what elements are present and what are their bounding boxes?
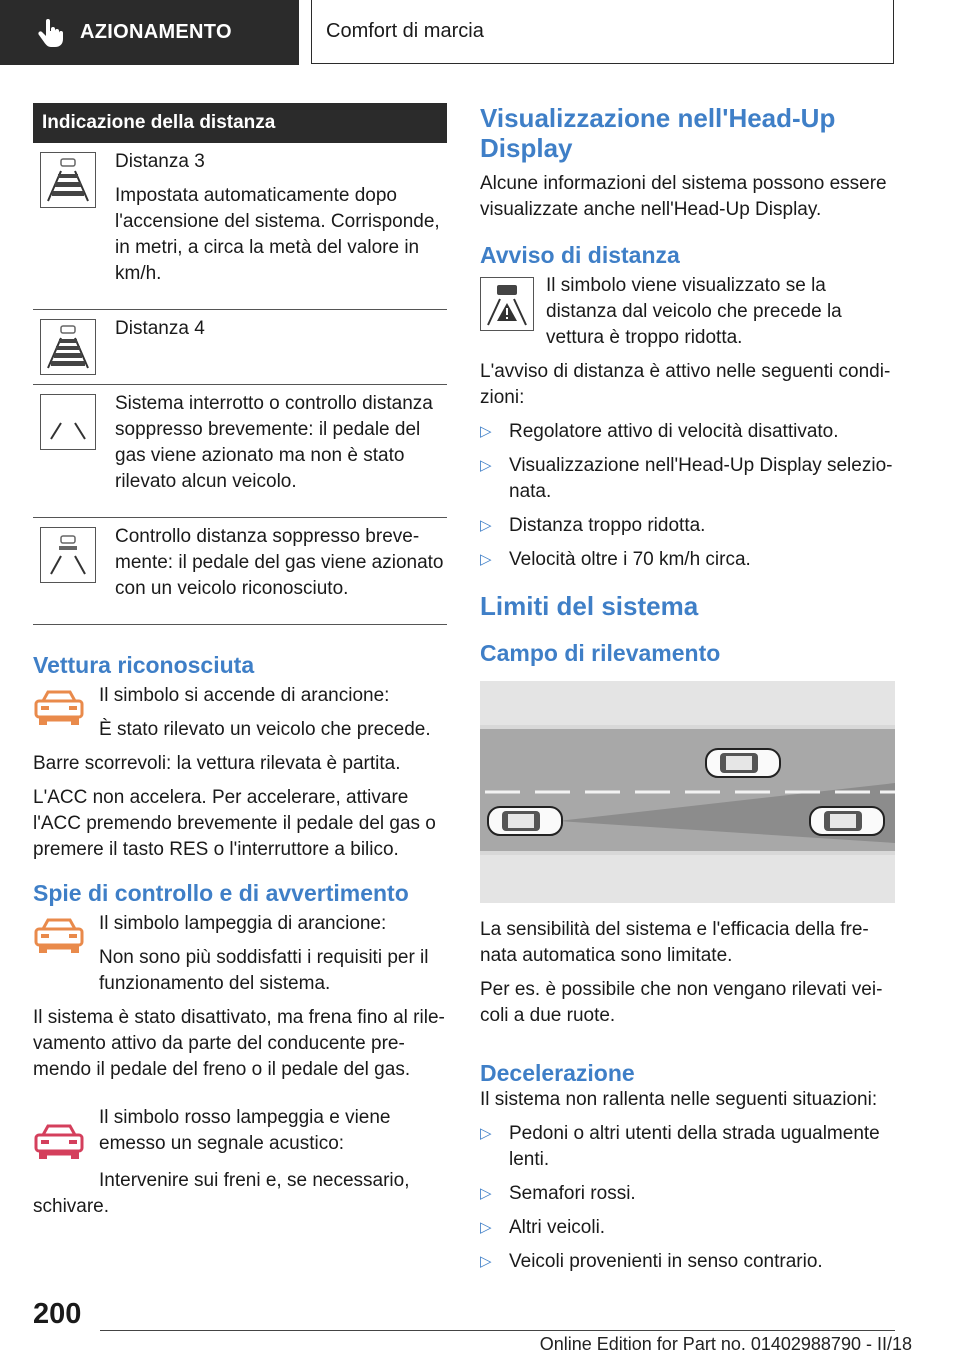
paragraph: Il simbolo viene visualizzato se la distanza dal veicolo che precede la vettura è troppo ridotta.: [546, 275, 842, 348]
section-heading: Avviso di distanza: [480, 242, 680, 268]
distance-warning-icon: [480, 277, 534, 331]
right-column: [480, 103, 895, 1283]
page-header: [0, 0, 960, 66]
list-item: ▷ Pedoni o altri utenti della strada ugualmente lenti.: [480, 1123, 880, 1170]
table-row: [33, 518, 447, 625]
list-item: ▷ Distanza troppo ridotta.: [480, 513, 895, 539]
paragraph: L'ACC non accelera. Per accelerare, attivare l'ACC premendo brevemente il pedale del gas o premere il tasto RES o l'interruttore a bilico.: [33, 787, 436, 860]
paragraph: Alcune informazioni del sistema possono essere visualizzate anche nell'Head-Up Display.: [480, 173, 887, 220]
icon-paragraph: [33, 683, 447, 751]
triangle-bullet-icon: ▷: [480, 457, 492, 474]
icon-paragraph: [33, 911, 447, 1005]
page-number: 200: [33, 1298, 82, 1330]
car-orange-warning-icon: [33, 917, 85, 957]
car-top-view: [810, 807, 884, 835]
list-item: ▷ Regolatore attivo di velocità disattivato.: [480, 419, 895, 445]
car-top-view: [488, 807, 562, 835]
icon-paragraph: [33, 1105, 447, 1168]
paragraph: Il sistema non rallenta nelle seguenti situazioni:: [480, 1089, 878, 1110]
pointing-hand-icon: [38, 19, 64, 47]
detection-range-illustration: [480, 681, 895, 903]
paragraph: Il simbolo rosso lampeggia e viene emesso un segnale acustico:: [99, 1107, 391, 1154]
section-tab: [0, 0, 299, 65]
chapter-title: Comfort di marcia: [326, 20, 484, 42]
triangle-bullet-icon: ▷: [480, 517, 492, 534]
triangle-bullet-icon: ▷: [480, 1185, 492, 1202]
triangle-bullet-icon: ▷: [480, 551, 492, 568]
table-row: [33, 310, 447, 385]
paragraph: Barre scorrevoli: la vettura rilevata è partita.: [33, 753, 401, 774]
paragraph: L'avviso di distanza è attivo nelle seguenti condizioni:: [480, 361, 891, 408]
paragraph: Non sono più soddisfatti i requisiti per il funzionamento del sistema.: [99, 947, 429, 994]
paragraph: Il simbolo lampeggia di arancione:: [99, 913, 387, 934]
edition-note: Online Edition for Part no. 01402988790 - II/18: [539, 1334, 912, 1354]
paragraph: Per es. è possibile che non vengano rilevati veicoli a due ruote.: [480, 979, 883, 1026]
list-item: ▷ Altri veicoli.: [480, 1215, 895, 1241]
section-heading: Decelerazione: [480, 1060, 635, 1086]
footer-divider: [100, 1330, 895, 1331]
table-cell-text: Impostata automaticamente dopo l'accensione del sistema. Corrisponde, in metri, a circa la metà del valore in km/h.: [115, 185, 440, 284]
table-row: [33, 143, 447, 310]
section-title: AZIONAMENTO: [80, 21, 232, 43]
section-heading: Limiti del sistema: [480, 591, 699, 621]
section-heading: Campo di rilevamento: [480, 640, 721, 666]
table-header: Indicazione della distanza: [33, 103, 447, 143]
paragraph: Il sistema è stato disattivato, ma frena fino al rilevamento attivo da parte del conducente premendo il pedale del freno o il pedale del gas.: [33, 1007, 445, 1080]
table-cell-text: Distanza 4: [115, 318, 205, 339]
distance-4-icon: [40, 319, 96, 375]
paragraph: È stato rilevato un veicolo che precede.: [99, 719, 431, 740]
triangle-bullet-icon: ▷: [480, 1125, 492, 1142]
list-item: ▷ Semafori rossi.: [480, 1181, 895, 1207]
section-heading: Visualizzazione nell'Head-Up Display: [480, 103, 836, 163]
list-item: ▷ Visualizzazione nell'Head-Up Display selezionata.: [480, 455, 893, 502]
bullet-list: [480, 419, 895, 573]
table-cell-text: Controllo distanza soppresso brevemente: il pedale del gas viene azionato con un veicolo riconosciuto.: [115, 526, 444, 599]
section-heading: Vettura riconosciuta: [33, 652, 255, 678]
system-interrupted-icon: [40, 394, 96, 450]
bullet-list: [480, 1121, 895, 1275]
section-heading: Spie di controllo e di avvertimento: [33, 880, 409, 906]
distance-3-icon: [40, 152, 96, 208]
page-footer: [0, 1290, 960, 1362]
table-cell-text: Sistema interrotto o controllo distanza soppresso brevemente: il pedale del gas viene azionato ma non è stato rilevato alcun veicolo.: [115, 393, 433, 492]
triangle-bullet-icon: ▷: [480, 1219, 492, 1236]
paragraph: Intervenire sui freni e, se necessario, schivare.: [33, 1170, 410, 1217]
table-cell-text: Distanza 3: [115, 151, 205, 172]
list-item: ▷ Veicoli provenienti in senso contrario.: [480, 1249, 895, 1275]
paragraph: Il simbolo si accende di arancione:: [99, 685, 390, 706]
car-top-view: [706, 749, 780, 777]
list-item: ▷ Velocità oltre i 70 km/h circa.: [480, 547, 895, 573]
triangle-bullet-icon: ▷: [480, 1253, 492, 1270]
distance-suppressed-icon: [40, 527, 96, 583]
triangle-bullet-icon: ▷: [480, 423, 492, 440]
table-row: [33, 385, 447, 518]
icon-paragraph: [480, 273, 895, 359]
car-red-icon: [33, 1123, 85, 1163]
left-column: [33, 103, 447, 1228]
car-orange-icon: [33, 689, 85, 729]
paragraph: La sensibilità del sistema e l'efficacia della frenata automatica sono limitate.: [480, 919, 869, 966]
chapter-tab: [311, 0, 894, 64]
